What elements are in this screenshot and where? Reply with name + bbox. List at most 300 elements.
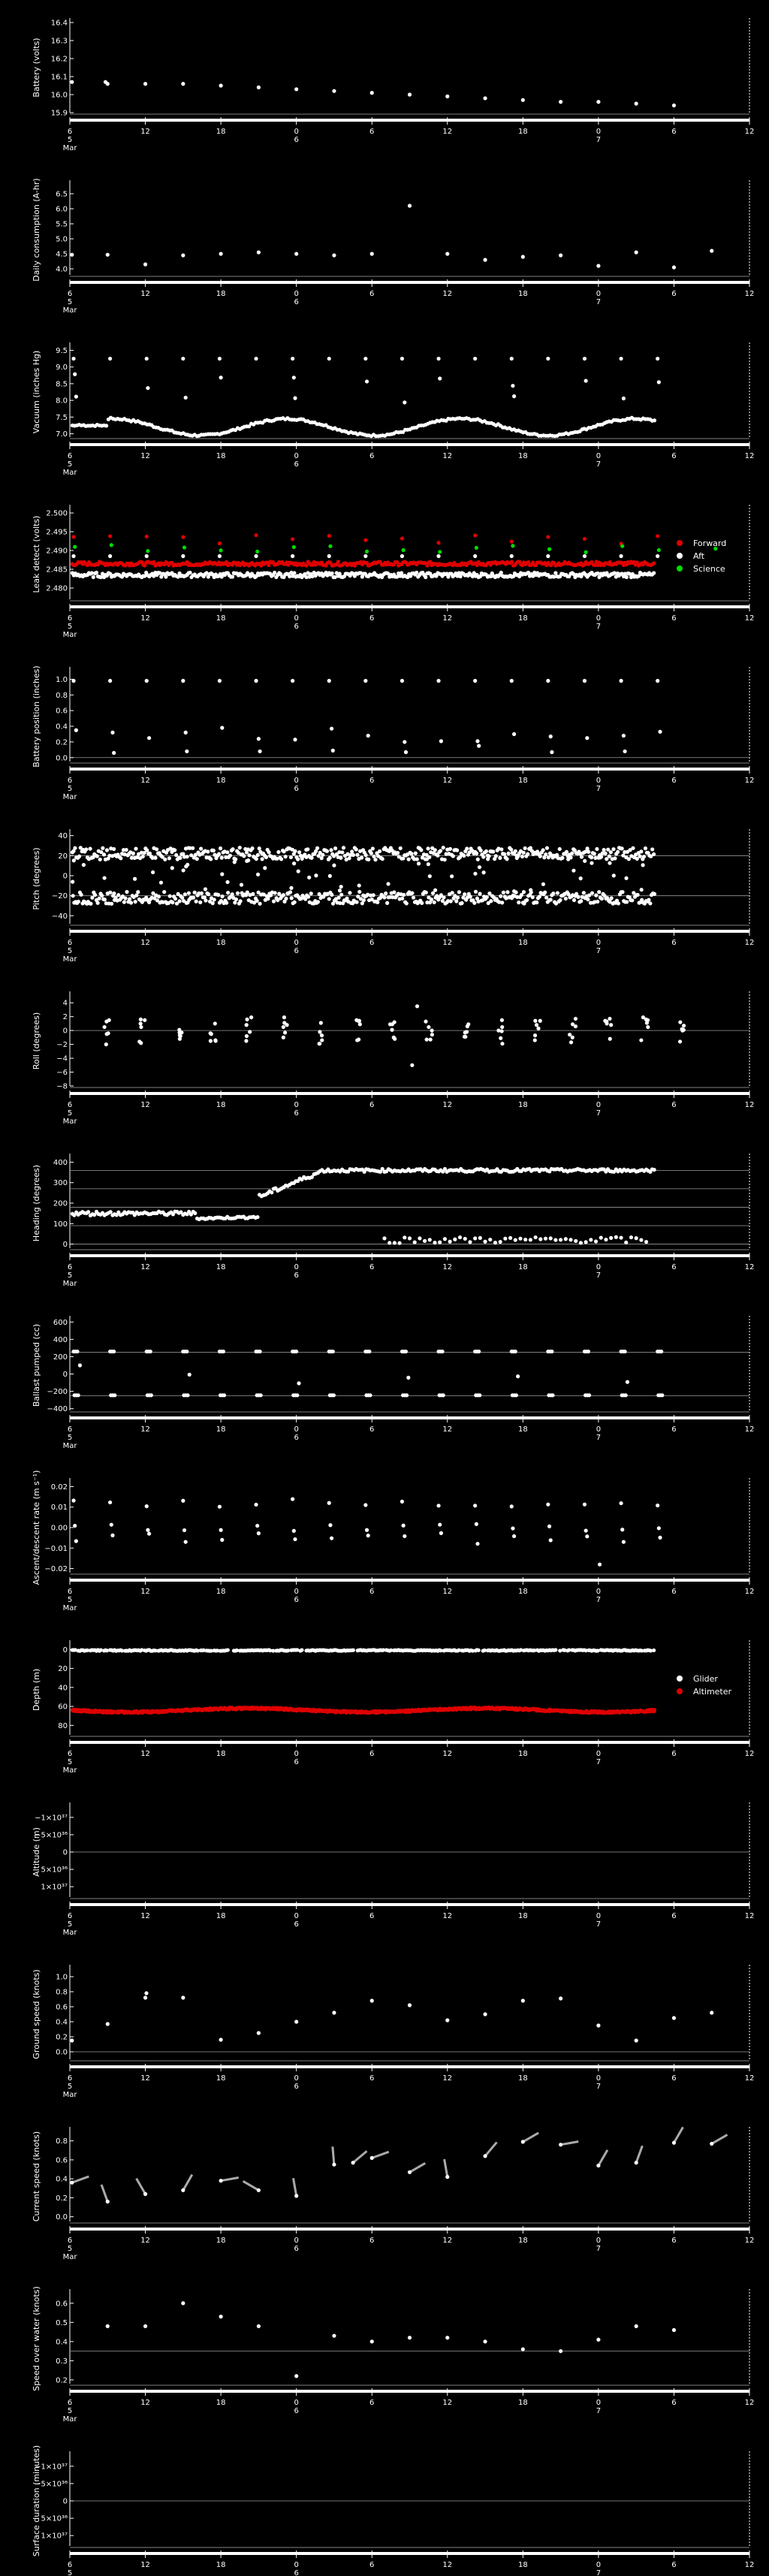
data-point: [327, 357, 331, 360]
data-point: [293, 1537, 297, 1541]
data-point: [136, 890, 140, 894]
legend-label: Science: [693, 564, 725, 574]
data-point: [70, 80, 74, 84]
data-point: [351, 853, 355, 857]
data-point: [608, 861, 611, 865]
x-tick-day-label: 5: [67, 947, 73, 955]
data-point: [110, 1523, 113, 1527]
data-point: [400, 536, 404, 540]
time-axis-bar: [70, 2390, 749, 2393]
data-point: [273, 891, 277, 894]
current-arrow: [485, 2142, 496, 2155]
data-point: [514, 1350, 517, 1353]
data-point: [370, 91, 374, 95]
data-point: [657, 548, 661, 552]
data-point: [385, 901, 389, 905]
data-point: [330, 727, 333, 731]
x-tick-day-label: 6: [294, 136, 299, 144]
x-tick-label: 0: [596, 1263, 602, 1271]
data-point: [251, 892, 255, 896]
data-point: [396, 851, 400, 855]
data-point: [620, 544, 624, 548]
data-point: [219, 548, 223, 552]
data-point: [653, 1708, 656, 1712]
data-point: [392, 891, 396, 894]
data-point: [386, 882, 390, 885]
data-point: [74, 1539, 78, 1543]
data-point: [365, 379, 369, 383]
data-point: [629, 1235, 633, 1239]
data-point: [257, 2324, 261, 2328]
data-point: [333, 846, 337, 850]
x-tick-label: 12: [744, 2074, 755, 2083]
x-tick-label: 12: [442, 2399, 453, 2407]
data-point: [672, 265, 676, 269]
data-point: [616, 850, 620, 854]
data-point: [641, 863, 645, 867]
data-point: [320, 1033, 324, 1037]
x-tick-month-label: Mar: [62, 144, 77, 152]
data-point: [188, 1373, 191, 1377]
data-point: [424, 891, 428, 894]
data-point: [101, 846, 104, 850]
data-point: [546, 679, 550, 683]
data-point: [641, 1015, 645, 1019]
data-point: [365, 550, 369, 554]
data-point: [583, 554, 587, 558]
data-point: [604, 852, 608, 855]
data-point: [404, 750, 408, 754]
data-point: [133, 877, 137, 881]
data-point: [420, 901, 424, 905]
y-tick-label: 400: [53, 1335, 68, 1344]
data-point: [428, 1238, 432, 1241]
x-tick-label: 0: [596, 2399, 602, 2407]
data-point: [105, 848, 109, 852]
data-point: [219, 2315, 223, 2318]
chart-panel: [32, 18, 754, 152]
data-point: [146, 549, 149, 553]
data-point: [173, 848, 176, 852]
data-point: [77, 855, 81, 858]
data-point: [254, 1503, 258, 1507]
x-tick-day-label: 6: [294, 2083, 299, 2091]
x-tick-label: 6: [67, 1750, 73, 1758]
data-point: [181, 1995, 185, 1999]
data-point: [181, 2301, 185, 2305]
data-point: [644, 1240, 648, 1244]
x-tick-day-label: 7: [596, 136, 602, 144]
data-point: [475, 1522, 478, 1526]
data-point: [438, 1240, 442, 1244]
x-tick-label: 6: [369, 777, 375, 785]
data-point: [255, 550, 259, 554]
y-tick-label: 4: [62, 999, 68, 1008]
chart-panel: [32, 2127, 754, 2261]
data-point: [328, 544, 332, 548]
data-point: [529, 1238, 532, 1241]
x-tick-label: 6: [67, 1263, 73, 1271]
data-point: [458, 1235, 462, 1239]
data-point: [500, 900, 504, 904]
data-point: [483, 1240, 487, 1244]
data-point: [378, 849, 381, 853]
data-point: [306, 847, 309, 851]
data-point: [71, 679, 75, 683]
y-tick-label: 0.8: [56, 691, 68, 700]
x-tick-label: 0: [294, 1750, 299, 1758]
data-point: [433, 888, 437, 892]
chart-panel: [32, 991, 754, 1126]
x-tick-label: 12: [140, 1263, 150, 1271]
data-point: [644, 846, 647, 850]
data-point: [113, 1393, 116, 1397]
x-tick-label: 18: [216, 128, 226, 136]
data-point: [579, 1241, 583, 1244]
y-tick-label: 0.0: [56, 2048, 68, 2057]
x-tick-label: 12: [442, 290, 453, 298]
data-point: [450, 874, 454, 878]
data-point: [393, 1241, 397, 1244]
y-tick-label: 0.01: [50, 1504, 68, 1513]
data-point: [397, 1241, 401, 1245]
data-point: [653, 892, 656, 896]
data-point: [95, 571, 98, 575]
data-point: [291, 554, 294, 558]
data-point: [146, 386, 149, 390]
data-point: [373, 858, 377, 861]
data-point: [682, 1028, 686, 1032]
x-tick-label: 6: [671, 939, 677, 947]
data-point: [657, 380, 661, 384]
x-tick-label: 0: [596, 2561, 602, 2569]
data-point: [587, 850, 590, 854]
data-point: [173, 897, 177, 900]
data-point: [294, 2019, 298, 2023]
data-point: [388, 1241, 391, 1244]
x-tick-day-label: 5: [67, 1920, 73, 1929]
x-tick-label: 0: [294, 1101, 299, 1109]
y-axis-label: Ascent/descent rate (m s⁻¹): [32, 1470, 41, 1585]
x-tick-label: 12: [744, 452, 755, 460]
data-point: [258, 750, 261, 753]
y-axis-label: Depth (m): [32, 1668, 41, 1712]
x-tick-label: 18: [517, 1263, 528, 1271]
chart-panel: [32, 1470, 754, 1612]
x-tick-label: 12: [744, 777, 755, 785]
data-point: [439, 1531, 443, 1535]
data-point: [538, 855, 542, 858]
y-axis-label: Ballast pumped (cc): [32, 1323, 41, 1407]
data-point: [481, 855, 485, 858]
x-tick-label: 12: [140, 1750, 150, 1758]
data-point: [219, 376, 223, 379]
data-point: [400, 897, 404, 900]
y-axis-label: Ground speed (knots): [32, 1969, 41, 2059]
x-tick-label: 6: [67, 128, 73, 136]
data-point: [619, 679, 623, 683]
x-tick-label: 12: [744, 2399, 755, 2407]
data-point: [145, 679, 149, 683]
data-point: [129, 900, 133, 904]
data-point: [556, 891, 559, 894]
data-point: [619, 1501, 623, 1505]
x-tick-day-label: 5: [67, 2569, 73, 2576]
current-arrow: [333, 2146, 334, 2164]
data-point: [145, 1504, 149, 1508]
data-point: [559, 1238, 562, 1241]
x-tick-label: 0: [596, 452, 602, 460]
data-point: [258, 846, 261, 850]
data-point: [514, 1238, 517, 1241]
x-tick-label: 0: [294, 2561, 299, 2569]
x-tick-label: 12: [442, 1425, 453, 1434]
data-point: [586, 897, 590, 901]
current-arrow: [599, 2150, 608, 2166]
y-tick-label: 0.8: [56, 2137, 68, 2146]
data-point: [602, 848, 606, 852]
current-arrow: [72, 2176, 89, 2182]
data-point: [167, 856, 171, 860]
y-tick-label: 200: [53, 1353, 68, 1362]
y-tick-label: 4.5: [56, 250, 68, 259]
data-point: [358, 1022, 362, 1026]
data-point: [147, 1532, 151, 1536]
x-tick-label: 12: [744, 939, 755, 947]
data-point: [559, 100, 562, 104]
data-point: [656, 679, 659, 683]
x-tick-day-label: 6: [294, 1109, 299, 1118]
data-point: [112, 1350, 116, 1353]
data-point: [147, 736, 151, 740]
x-tick-label: 6: [369, 614, 375, 623]
x-tick-label: 6: [671, 128, 677, 136]
data-point: [293, 738, 297, 741]
data-point: [656, 534, 659, 538]
data-point: [710, 2010, 713, 2014]
data-point: [362, 898, 366, 902]
data-point: [181, 679, 185, 683]
data-point: [619, 357, 623, 360]
data-point: [521, 1998, 525, 2002]
data-point: [483, 2339, 487, 2343]
data-point: [608, 1017, 611, 1021]
x-tick-label: 0: [294, 1425, 299, 1434]
x-tick-label: 0: [596, 2074, 602, 2083]
data-point: [541, 882, 545, 886]
data-point: [559, 2143, 562, 2146]
y-tick-label: 400: [53, 1158, 68, 1167]
data-point: [228, 854, 232, 858]
data-point: [594, 1239, 598, 1243]
data-point: [139, 1021, 143, 1025]
data-point: [170, 900, 174, 904]
data-point: [263, 866, 267, 870]
data-point: [522, 890, 526, 894]
data-point: [403, 1235, 406, 1239]
x-tick-month-label: Mar: [62, 2415, 77, 2424]
chart-panel: [32, 1640, 754, 1775]
data-point: [609, 1023, 613, 1027]
x-tick-label: 0: [596, 290, 602, 298]
data-point: [424, 1020, 427, 1024]
data-point: [198, 900, 202, 904]
y-axis-label: Heading (degrees): [32, 1164, 41, 1242]
data-point: [710, 249, 713, 252]
data-point: [559, 253, 562, 257]
data-point: [631, 846, 635, 850]
data-point: [682, 1024, 686, 1027]
data-point: [327, 554, 331, 558]
data-point: [182, 545, 186, 549]
data-point: [90, 896, 94, 900]
data-point: [102, 876, 106, 879]
data-point: [568, 855, 572, 859]
x-tick-label: 12: [744, 1101, 755, 1109]
data-point: [405, 901, 409, 905]
y-tick-label: 0: [62, 1371, 68, 1380]
y-axis-label: Roll (degrees): [32, 1012, 41, 1070]
data-point: [533, 1235, 537, 1239]
data-point: [425, 1038, 429, 1042]
data-point: [538, 894, 541, 898]
x-tick-label: 12: [442, 1750, 453, 1758]
x-tick-label: 0: [294, 2399, 299, 2407]
data-point: [512, 732, 516, 736]
x-tick-month-label: Mar: [62, 955, 77, 964]
x-tick-label: 12: [140, 1101, 150, 1109]
time-axis-bar: [70, 2065, 749, 2068]
chart-panel: [32, 2286, 754, 2424]
data-point: [529, 888, 532, 891]
x-tick-label: 6: [369, 1912, 375, 1920]
data-point: [525, 898, 529, 902]
data-point: [294, 2374, 298, 2378]
data-point: [659, 1350, 663, 1353]
data-point: [678, 1039, 682, 1043]
x-tick-label: 0: [294, 1588, 299, 1596]
data-point: [439, 739, 443, 743]
data-point: [283, 1030, 287, 1034]
data-point: [436, 1504, 440, 1507]
y-tick-label: 0: [62, 872, 68, 881]
data-point: [506, 852, 510, 855]
data-point: [587, 1350, 590, 1353]
data-point: [400, 679, 404, 683]
data-point: [656, 1504, 659, 1507]
data-point: [272, 900, 276, 903]
x-tick-label: 6: [369, 2237, 375, 2245]
y-tick-label: −8: [56, 1082, 68, 1091]
data-point: [536, 1027, 540, 1030]
data-point: [145, 357, 149, 360]
data-point: [583, 859, 587, 863]
data-point: [316, 900, 320, 903]
data-point: [473, 357, 477, 360]
data-point: [357, 890, 361, 894]
x-tick-label: 18: [517, 939, 528, 947]
data-point: [484, 849, 488, 853]
data-point: [428, 874, 432, 878]
x-tick-label: 0: [596, 2237, 602, 2245]
data-point: [332, 1393, 336, 1397]
y-axis-label: Battery position (inches): [32, 665, 41, 768]
y-axis-label: Vacuum (inches Hg): [32, 350, 41, 434]
y-tick-label: 16.3: [50, 37, 68, 46]
data-point: [545, 846, 549, 850]
data-point: [125, 890, 128, 894]
x-tick-day-label: 7: [596, 1758, 602, 1766]
legend-label: Altimeter: [693, 1687, 732, 1697]
data-point: [149, 1393, 153, 1397]
data-point: [371, 846, 375, 850]
data-point: [433, 1241, 436, 1244]
data-point: [297, 850, 301, 854]
data-point: [146, 1528, 149, 1532]
data-point: [609, 1236, 613, 1240]
data-point: [454, 899, 458, 903]
x-tick-day-label: 7: [596, 1271, 602, 1280]
data-point: [617, 901, 620, 905]
data-point: [174, 853, 178, 857]
data-point: [521, 255, 525, 258]
data-point: [587, 1393, 591, 1397]
y-axis-label: Current speed (knots): [32, 2131, 41, 2222]
data-point: [134, 847, 137, 851]
data-point: [455, 849, 459, 852]
data-point: [445, 2175, 449, 2179]
data-point: [315, 846, 319, 850]
data-point: [209, 1039, 213, 1042]
data-point: [589, 1238, 593, 1241]
data-point: [549, 1538, 553, 1542]
legend-marker: [677, 566, 683, 572]
x-tick-label: 18: [517, 1425, 528, 1434]
data-point: [78, 1363, 82, 1367]
x-tick-label: 6: [369, 1263, 375, 1271]
data-point: [292, 545, 296, 549]
x-tick-label: 0: [596, 1750, 602, 1758]
x-tick-month-label: Mar: [62, 631, 77, 639]
data-point: [624, 1393, 628, 1397]
data-point: [521, 2347, 525, 2351]
data-point: [98, 897, 101, 900]
data-point: [155, 847, 158, 851]
x-tick-label: 12: [140, 1425, 150, 1434]
data-point: [143, 2324, 147, 2328]
data-point: [282, 1015, 286, 1019]
data-point: [363, 357, 367, 360]
y-axis-label: Daily consumption (A-hr): [32, 178, 41, 282]
y-tick-label: 2.480: [46, 584, 68, 593]
data-point: [139, 1041, 143, 1045]
data-point: [168, 894, 172, 898]
data-point: [550, 1350, 553, 1353]
y-tick-label: 40: [58, 832, 68, 841]
x-tick-label: 6: [369, 128, 375, 136]
x-tick-label: 6: [369, 1588, 375, 1596]
data-point: [511, 544, 514, 547]
x-tick-label: 12: [140, 939, 150, 947]
data-point: [77, 1393, 80, 1397]
data-point: [475, 739, 479, 743]
y-tick-label: 9.5: [56, 346, 68, 355]
x-tick-day-label: 6: [294, 2569, 299, 2576]
data-point: [145, 535, 149, 538]
data-point: [526, 852, 529, 856]
data-point: [71, 1498, 75, 1502]
y-tick-label: 0.2: [56, 2033, 68, 2042]
